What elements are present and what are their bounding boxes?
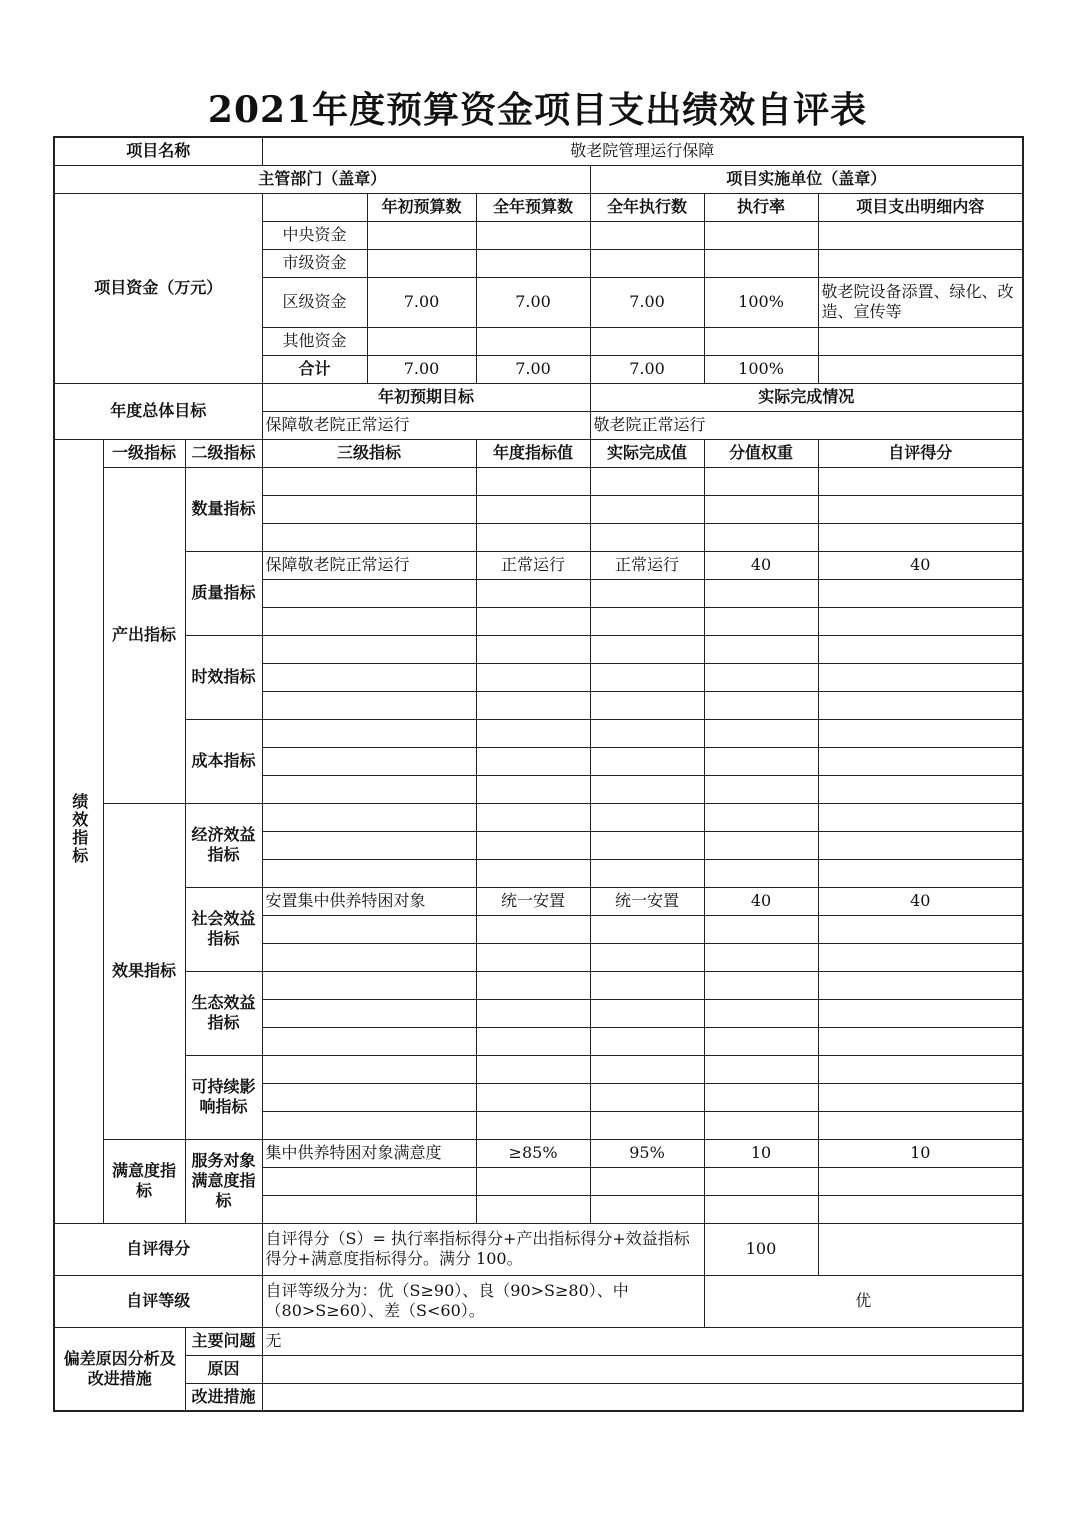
funds-detail: 敬老院设备添置、绿化、改造、宣传等 — [818, 277, 1023, 327]
output-label: 产出指标 — [103, 467, 185, 803]
score-desc: 自评得分（S）= 执行率指标得分+产出指标得分+效益指标得分+满意度指标得分。满分 100。 — [262, 1223, 704, 1275]
social-label: 社会效益指标 — [185, 887, 262, 971]
funds-row-name: 市级资金 — [262, 249, 367, 277]
project-name-label: 项目名称 — [54, 137, 262, 165]
funds-total-label: 合计 — [262, 355, 367, 383]
goal-expected-header: 年初预期目标 — [262, 383, 590, 411]
ind-header: 年度指标值 — [476, 439, 590, 467]
economic-label: 经济效益指标 — [185, 803, 262, 887]
service-row-name: 集中供养特困对象满意度 — [262, 1139, 476, 1167]
funds-cell: 7.00 — [367, 277, 476, 327]
cost-label: 成本指标 — [185, 719, 262, 803]
funds-cell — [590, 221, 704, 249]
indicators-label-text: 绩效指标 — [69, 792, 89, 865]
funds-cell — [704, 249, 818, 277]
social-row-target: 统一安置 — [476, 887, 590, 915]
satisfaction-label: 满意度指标 — [103, 1139, 185, 1223]
ecological-label: 生态效益指标 — [185, 971, 262, 1055]
quality-row-score: 40 — [818, 551, 1023, 579]
ind-header: 二级指标 — [185, 439, 262, 467]
goal-expected: 保障敬老院正常运行 — [262, 411, 590, 439]
ind-header: 分值权重 — [704, 439, 818, 467]
ind-header: 三级指标 — [262, 439, 476, 467]
score-value: 100 — [704, 1223, 818, 1275]
funds-cell — [367, 249, 476, 277]
social-row-name: 安置集中供养特困对象 — [262, 887, 476, 915]
social-row-actual: 统一安置 — [590, 887, 704, 915]
funds-cell — [704, 221, 818, 249]
funds-header: 年初预算数 — [367, 193, 476, 221]
ind-header: 一级指标 — [103, 439, 185, 467]
project-name-value: 敬老院管理运行保障 — [262, 137, 1023, 165]
funds-header: 全年执行数 — [590, 193, 704, 221]
funds-cell — [476, 249, 590, 277]
funds-row-name: 其他资金 — [262, 327, 367, 355]
funds-cell — [818, 249, 1023, 277]
funds-cell — [476, 327, 590, 355]
funds-header: 项目支出明细内容 — [818, 193, 1023, 221]
effect-label: 效果指标 — [103, 803, 185, 1139]
funds-cell: 7.00 — [476, 355, 590, 383]
unit-label: 项目实施单位（盖章） — [590, 165, 1023, 193]
funds-cell — [818, 221, 1023, 249]
funds-cell — [590, 327, 704, 355]
funds-cell — [818, 327, 1023, 355]
funds-header: 全年预算数 — [476, 193, 590, 221]
goal-label: 年度总体目标 — [54, 383, 262, 439]
grade-label: 自评等级 — [54, 1275, 262, 1327]
ind-header: 实际完成值 — [590, 439, 704, 467]
service-row-target: ≥85% — [476, 1139, 590, 1167]
funds-cell — [367, 327, 476, 355]
funds-row-name: 区级资金 — [262, 277, 367, 327]
service-row-actual: 95% — [590, 1139, 704, 1167]
deviation-label: 偏差原因分析及改进措施 — [54, 1327, 185, 1411]
funds-cell: 7.00 — [590, 355, 704, 383]
ind-header: 自评得分 — [818, 439, 1023, 467]
problem-value: 无 — [262, 1327, 1023, 1355]
social-row-weight: 40 — [704, 887, 818, 915]
score-label: 自评得分 — [54, 1223, 262, 1275]
funds-cell — [590, 249, 704, 277]
service-label: 服务对象满意度指标 — [185, 1139, 262, 1223]
grade-desc: 自评等级分为：优（S≥90）、良（90>S≥80）、中（80>S≥60）、差（S<60）。 — [262, 1275, 704, 1327]
funds-cell: 7.00 — [367, 355, 476, 383]
funds-cell — [818, 355, 1023, 383]
reason-value — [262, 1355, 1023, 1383]
funds-cell: 100% — [704, 277, 818, 327]
measure-value — [262, 1383, 1023, 1411]
social-row-score: 40 — [818, 887, 1023, 915]
quality-label: 质量指标 — [185, 551, 262, 635]
funds-header: 执行率 — [704, 193, 818, 221]
reason-label: 原因 — [185, 1355, 262, 1383]
service-row-weight: 10 — [704, 1139, 818, 1167]
quality-row-target: 正常运行 — [476, 551, 590, 579]
problem-label: 主要问题 — [185, 1327, 262, 1355]
quality-row-name: 保障敬老院正常运行 — [262, 551, 476, 579]
timeliness-label: 时效指标 — [185, 635, 262, 719]
service-row-score: 10 — [818, 1139, 1023, 1167]
evaluation-table — [53, 136, 1024, 1412]
funds-cell — [367, 221, 476, 249]
page-title: 2021年度预算资金项目支出绩效自评表 — [207, 89, 868, 131]
funds-cell — [476, 221, 590, 249]
measure-label: 改进措施 — [185, 1383, 262, 1411]
funds-cell: 100% — [704, 355, 818, 383]
sustainable-label: 可持续影响指标 — [185, 1055, 262, 1139]
funds-cell: 7.00 — [476, 277, 590, 327]
grade-value: 优 — [704, 1275, 1023, 1327]
funds-cell — [704, 327, 818, 355]
dept-label: 主管部门（盖章） — [54, 165, 590, 193]
funds-header-blank — [262, 193, 367, 221]
goal-actual-header: 实际完成情况 — [590, 383, 1023, 411]
quality-row-weight: 40 — [704, 551, 818, 579]
funds-row-name: 中央资金 — [262, 221, 367, 249]
indicators-label — [54, 439, 103, 1223]
goal-actual: 敬老院正常运行 — [590, 411, 1023, 439]
quantity-label: 数量指标 — [185, 467, 262, 551]
quality-row-actual: 正常运行 — [590, 551, 704, 579]
funds-cell: 7.00 — [590, 277, 704, 327]
funds-label: 项目资金（万元） — [54, 193, 262, 383]
